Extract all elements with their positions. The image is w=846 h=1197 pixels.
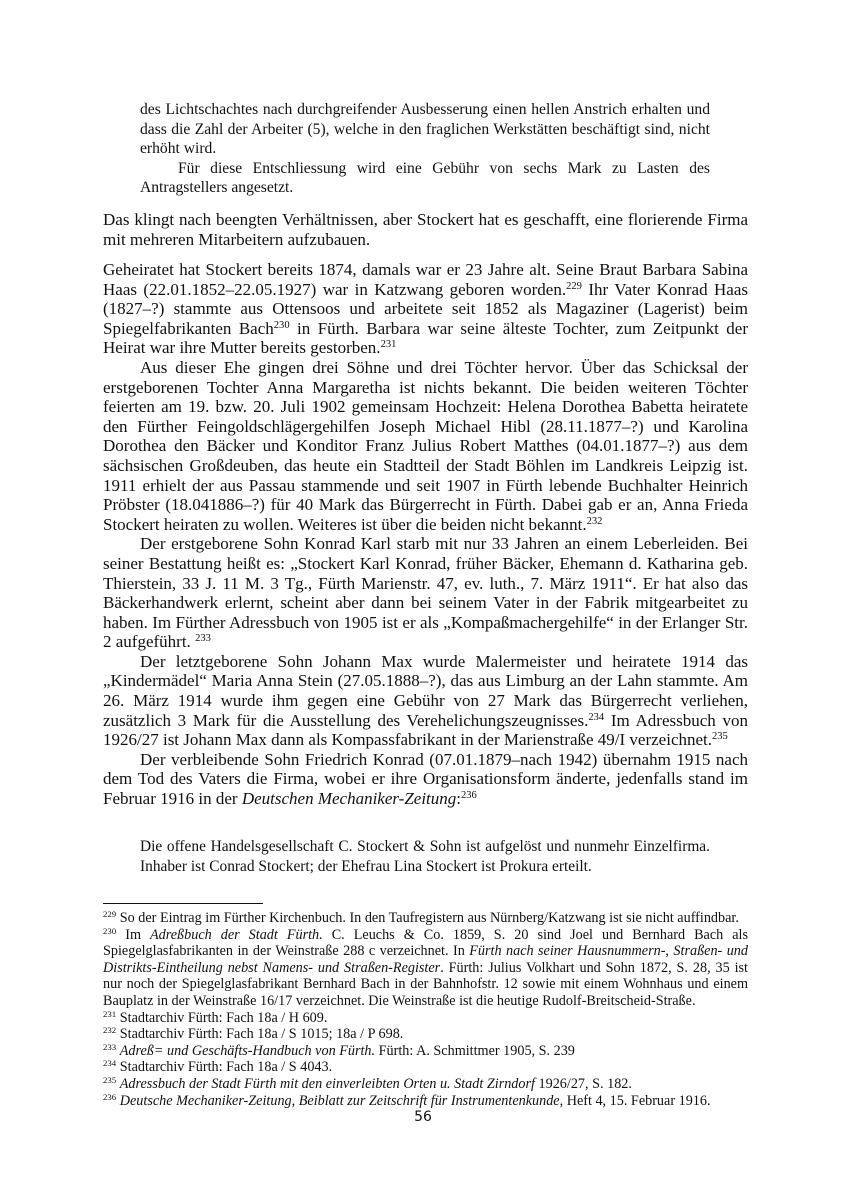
footnote [103,910,748,927]
text-run: Aus dieser Ehe gingen drei Söhne und drei Töchter hervor. Über das Schicksal der erstgeborenen Tochter Anna Margaretha ist nichts bekannt. Die beiden weiteren Töchter feierten am 19. bzw. 20. Juli 1902 gemeinsam Hochzeit: Helena Dorothea Babetta heiratete den Fürther Feingoldschlägergehilfen Joseph Michael Hibl (28.11.1877–?) und Karolina Dorothea den Bäcker und Konditor Franz Julius Robert Matthes (04.01.1877–?) aus dem sächsischen Großdeuben, das heute ein Stadtteil der Stadt Böhlen im Landkreis Leipzig ist. 1911 erhielt der aus Passau stammende und seit 1907 in Fürth lebende Buchhalter Heinrich Pröbster (18.041886–?) für 40 Mark das Bürgerrecht in Fürth. Dabei gab er an, Anna Frieda Stockert heiraten zu wollen. Weiteres ist über die beiden nicht bekannt. [103,357,748,534]
footnote-marker: 229 [566,280,582,292]
footnote-marker: 230 [103,925,117,936]
paragraph [140,159,710,198]
italic-title: Adreßbuch der Stadt Fürth. [150,926,323,943]
footnote [103,1026,748,1043]
text-run: Der verbleibende Sohn Friedrich Konrad (07.01.1879–nach 1942) übernahm 1915 nach dem Tod des Vaters die Firma, wobei er ihre Organisationsform änderte, jedenfalls stand im Februar 1916 in der [103,749,748,809]
italic-title: Beiblatt zur Zeitschrift für Instrumentenkunde [298,1092,560,1109]
footnote-marker: 231 [103,1008,117,1019]
paragraph [103,534,748,652]
footnote-marker: 230 [273,319,290,331]
footnote-marker: 231 [380,339,397,351]
text-run: C. Leuchs & Co. 1859, S. 20 sind Joel und Bernhard Bach als Spiegelglasfabrikanten in der Weinstraße 288 c verzeichnet. In [103,926,748,960]
footnote [103,1043,748,1060]
text-run: Für diese Entschliessung wird eine Gebühr von sechs Mark zu Lasten des Antragstellers angesetzt. [140,159,710,196]
paragraph [103,652,748,750]
footnote-marker: 234 [103,1058,117,1069]
text-run: Im [116,926,150,943]
footnote-marker: 236 [461,790,477,802]
italic-title: Adressbuch der Stadt Fürth mit den einverleibten Orten u. Stadt Zirndorf [119,1075,535,1092]
paragraph [103,210,748,249]
text-run: Das klingt nach beengten Verhältnissen, aber Stockert hat es geschafft, eine florierende Firma mit mehreren Mitarbeitern aufzubauen. [103,210,748,249]
footnote [103,1076,748,1093]
block-quote-mechaniker-zeitung [140,837,710,876]
text-run: in Fürth. Barbara war seine älteste Tochter, zum Zeitpunkt der Heirat war ihre Mutter bereits gestorben. [103,318,749,358]
footnote-marker: 232 [586,515,603,527]
text-run: Im Adressbuch von 1926/27 ist Johann Max dann als Kompassfabrikant in der Marienstraße 49/I verzeichnet. [103,710,748,750]
text-run: Fürth: A. Schmittmer 1905, S. 239 [375,1042,575,1059]
italic-title: Fürth nach seiner Hausnummern-, Straßen- und Distrikts-Eintheilung nebst Namens- und Straßen-Register [103,943,748,976]
text-run: , Heft 4, 15. Februar 1916. [559,1092,711,1109]
text-run: Geheiratet hat Stockert bereits 1874, damals war er 23 Jahre alt. Seine Braut Barbara Sabina Haas (22.01.1852–22.05.1927) war in Katzwang geboren worden. [103,260,748,299]
footnote-marker: 233 [103,1041,117,1052]
italic-title: Deutschen Mechaniker-Zeitung [241,789,457,809]
text-run: des Lichtschachtes nach durchgreifender Ausbesserung einen hellen Anstrich erhalten und dass die Zahl der Arbeiter (5), welche in den fraglichen Werkstätten beschäftigt sind, nicht erhöht wird. [140,101,710,157]
text-run: : [456,789,461,809]
text-run: Der letztgeborene Sohn Johann Max wurde Malermeister und heiratete 1914 das „Kindermädel“ Maria Anna Stein (27.05.1888–?), das aus Limburg an der Lahn stammte. Am 26. März 1914 wurde ihm gegen eine Gebühr von 27 Mark das Bürgerrecht verliehen, zusätzlich 3 Mark für die Ausstellung des Verehelichungszeugnisses. [103,651,748,730]
text-run: Ihr Vater Konrad Haas (1827–?) stammte aus Ottensoos und arbeitete seit 1852 als Magaziner (Lagerist) beim Spiegelfabrikanten Bach [103,279,748,338]
text-run: Der erstgeborene Sohn Konrad Karl starb mit nur 33 Jahren an einem Leberleiden. Bei seiner Bestattung heißt es: „Stockert Karl Konrad, früher Bäcker, Ehemann d. Katharina geb. Thierstein, 33 J. 11 M. 3 Tg., Fürth Marienstr. 47, ev. luth., 7. März 1911“. Er hat also das Bäckerhandwerk erlernt, scheint aber dann bei seinem Vater in der Fabrik mitgearbeitet zu haben. Im Fürther Adressbuch von 1905 ist er als „Kompaßmachergehilfe“ in der Erlanger Str. 2 aufgeführt. [103,534,748,652]
paragraph [140,100,710,159]
footnotes [103,910,748,1109]
footnote-marker: 235 [103,1075,117,1086]
text-run: , [291,1092,299,1109]
footnote [103,927,748,1010]
text-run: Stadtarchiv Fürth: Fach 18a / S 1015; 18a / P 698. [116,1026,404,1043]
text-run: 1926/27, S. 182. [534,1075,632,1092]
body-text [103,260,748,809]
footnote-marker: 236 [103,1091,117,1102]
italic-title: Deutsche Mechaniker-Zeitung [119,1092,292,1109]
text-run: Die offene Handelsgesellschaft C. Stockert & Sohn ist aufgelöst und nunmehr Einzelfirma. Inhaber ist Conrad Stockert; der Ehefrau Lina Stockert ist Prokura erteilt. [140,838,710,875]
paragraph [103,750,748,809]
footnote [103,1059,748,1076]
text-run: So der Eintrag im Fürther Kirchenbuch. In den Taufregistern aus Nürnberg/Katzwang ist sie nicht auffindbar. [116,910,739,926]
paragraph [103,260,748,358]
intro-paragraph [103,210,748,249]
paragraph [140,837,710,876]
italic-title: Adreß= und Geschäfts-Handbuch von Fürth. [119,1042,376,1059]
footnote-marker: 233 [195,633,211,645]
footnote-separator [103,903,263,904]
footnote [103,1093,748,1110]
text-run: Stadtarchiv Fürth: Fach 18a / S 4043. [116,1059,333,1076]
text-run: Stadtarchiv Fürth: Fach 18a / H 609. [116,1009,328,1026]
footnote [103,1010,748,1027]
footnote-marker: 229 [103,909,117,920]
text-run: . Fürth: Julius Volkhart und Sohn 1872, S. 28, 35 ist nur noch der Spiegelglasfabrikant Bernhard Bach in der Bahnhofstr. 12 sowie mit einem Wohnhaus und einem Bauplatz in der Weinstraße 16/17 verzeichnet. Die Weinstraße ist die heutige Rudolf-Breitscheid-Straße. [103,959,748,1009]
footnote-marker: 232 [103,1025,117,1036]
block-quote-permit [140,100,710,198]
page-number: 56 [414,1109,432,1125]
paragraph [103,358,748,534]
footnote-marker: 234 [588,711,605,723]
footnote-marker: 235 [712,731,728,743]
